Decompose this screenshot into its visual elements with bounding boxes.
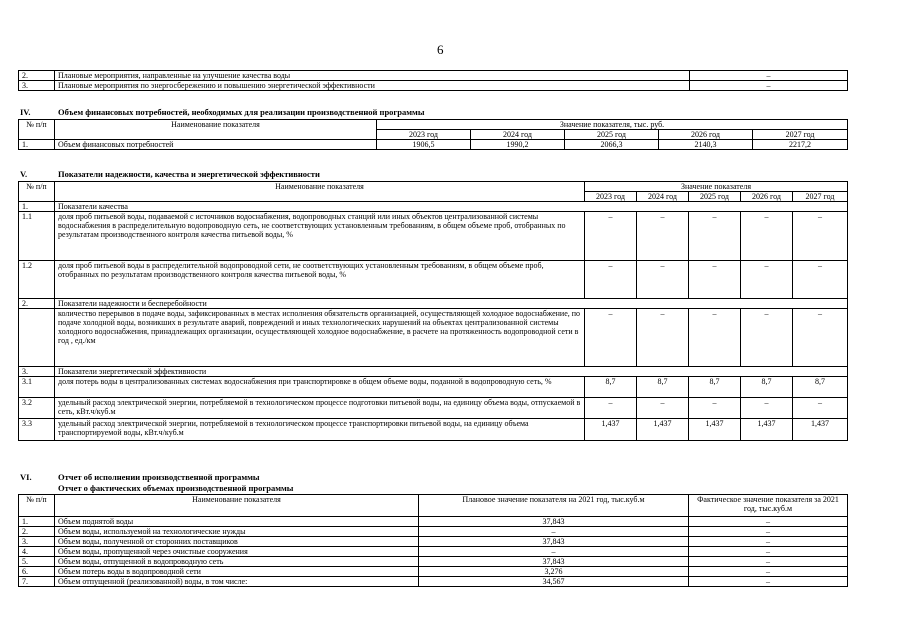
- table-row: [19, 367, 848, 377]
- cell-value: 8,7: [585, 377, 637, 398]
- table-row: [19, 527, 848, 537]
- section-number: IV.: [20, 107, 31, 117]
- year-header: 2023 год: [585, 192, 637, 202]
- row-num: 7.: [19, 577, 55, 587]
- cell-value: 2217,2: [753, 140, 848, 150]
- cell-value: 1990,2: [471, 140, 565, 150]
- year-header: 2024 год: [637, 192, 689, 202]
- header-value: Значение показателя: [585, 182, 848, 192]
- cell-value: –: [637, 212, 689, 261]
- row-name: Объем воды, пропущенной через очистные сооружения: [55, 547, 419, 557]
- cell-fact: –: [689, 567, 848, 577]
- cell-value: 8,7: [793, 377, 848, 398]
- row-num: [19, 309, 55, 367]
- row-num: 1.: [19, 517, 55, 527]
- cell-fact: –: [689, 577, 848, 587]
- cell-value: 8,7: [637, 377, 689, 398]
- header-value: Значение показателя, тыс. руб.: [377, 120, 848, 130]
- row-num: 3.: [19, 81, 55, 91]
- cell-value: –: [689, 212, 741, 261]
- year-header: 2023 год: [377, 130, 471, 140]
- cell-plan: –: [419, 547, 689, 557]
- cell-value: –: [637, 398, 689, 419]
- section-5-heading: [20, 169, 320, 179]
- row-num: 3.: [19, 537, 55, 547]
- cell-fact: –: [689, 537, 848, 547]
- cell-value: 8,7: [741, 377, 793, 398]
- table-row: [19, 419, 848, 441]
- cell-value: –: [637, 309, 689, 367]
- section-6-subtitle: Отчет о фактических объемах производственной программы: [58, 483, 294, 493]
- cell-value: –: [637, 261, 689, 299]
- header-fact: Фактическое значение показателя за 2021 год, тыс.куб.м: [689, 495, 848, 517]
- section-6-heading: [20, 472, 260, 482]
- row-name: Объем воды, используемой на технологические нужды: [55, 527, 419, 537]
- page-number: 6: [437, 42, 444, 57]
- row-name: Объем финансовых потребностей: [55, 140, 377, 150]
- cell-fact: –: [689, 517, 848, 527]
- cell-value: 1,437: [793, 419, 848, 441]
- table-row: [19, 557, 848, 567]
- row-name: Плановые мероприятия, направленные на улучшение качества воды: [55, 71, 690, 81]
- row-name: количество перерывов в подаче воды, зафиксированных в местах исполнения обязательств организацией, осуществляющей холодное водоснабжение, по подаче холодной воды, возникших в результате аварий, повреждений и иных технологических нарушений на объектах централизованной системы холодного водоснабжения, принадлежащих организации, осуществляющей холодное водоснабжение, в расчете на протяженность водопроводной сети в год , ед./км: [55, 309, 585, 367]
- cell-fact: –: [689, 557, 848, 567]
- cell-plan: 37,843: [419, 557, 689, 567]
- header-num: № п/п: [19, 495, 55, 517]
- year-header: 2025 год: [689, 192, 741, 202]
- section-title: Отчет об исполнении производственной программы: [58, 472, 260, 482]
- row-group-title: Показатели надежности и бесперебойности: [55, 299, 848, 309]
- row-name: доля потерь воды в централизованных системах водоснабжения при транспортировке в общем объеме воды, поданной в водопроводную сеть, %: [55, 377, 585, 398]
- row-num: 6.: [19, 567, 55, 577]
- row-num: 1.: [19, 202, 55, 212]
- cell-value: 1,437: [741, 419, 793, 441]
- cell-value: –: [689, 309, 741, 367]
- table-row: [19, 140, 848, 150]
- cell-value: 1,437: [585, 419, 637, 441]
- cell-fact: –: [689, 527, 848, 537]
- table-row: [19, 309, 848, 367]
- cell-value: –: [741, 309, 793, 367]
- cell-value: –: [585, 309, 637, 367]
- row-num: 1.2: [19, 261, 55, 299]
- header-plan: Плановое значение показателя на 2021 год, тыс.куб.м: [419, 495, 689, 517]
- table-row: [19, 547, 848, 557]
- row-value: –: [690, 81, 848, 91]
- section-4-heading: [20, 107, 424, 117]
- table-row: [19, 577, 848, 587]
- cell-value: –: [741, 261, 793, 299]
- cell-value: 1,437: [637, 419, 689, 441]
- cell-value: –: [793, 398, 848, 419]
- year-header: 2024 год: [471, 130, 565, 140]
- indicators-table: [18, 181, 848, 441]
- header-num: № п/п: [19, 120, 55, 140]
- year-header: 2026 год: [741, 192, 793, 202]
- year-header: 2026 год: [659, 130, 753, 140]
- table-row: [19, 212, 848, 261]
- row-group-title: Показатели энергетической эффективности: [55, 367, 848, 377]
- cell-value: 1,437: [689, 419, 741, 441]
- cell-plan: 3,276: [419, 567, 689, 577]
- table-row: [19, 517, 848, 527]
- table-row: [19, 537, 848, 547]
- cell-plan: 34,567: [419, 577, 689, 587]
- row-num: 5.: [19, 557, 55, 567]
- table-row: [19, 81, 848, 91]
- cell-value: –: [793, 309, 848, 367]
- row-num: 2.: [19, 71, 55, 81]
- row-num: 1.1: [19, 212, 55, 261]
- row-group-title: Показатели качества: [55, 202, 848, 212]
- year-header: 2025 год: [565, 130, 659, 140]
- row-num: 4.: [19, 547, 55, 557]
- section-number: VI.: [20, 472, 32, 482]
- row-num: 3.3: [19, 419, 55, 441]
- cell-fact: –: [689, 547, 848, 557]
- header-num: № п/п: [19, 182, 55, 202]
- table-row: [19, 202, 848, 212]
- table-row: [19, 299, 848, 309]
- finance-table: [18, 119, 848, 150]
- section-title: Объем финансовых потребностей, необходимых для реализации производственной программы: [58, 107, 425, 117]
- row-name: Объем поднятой воды: [55, 517, 419, 527]
- row-name: Объем воды, полученной от сторонних поставщиков: [55, 537, 419, 547]
- cell-value: –: [793, 261, 848, 299]
- cell-plan: 37,843: [419, 517, 689, 527]
- cell-plan: 37,843: [419, 537, 689, 547]
- cell-value: –: [793, 212, 848, 261]
- row-value: –: [690, 71, 848, 81]
- row-name: доля проб питьевой воды в распределительной водопроводной сети, не соответствующих установленным требованиям, в общем объеме проб, отобранных по результатам производственного контроля качества питьевой воды, %: [55, 261, 585, 299]
- row-name: удельный расход электрической энергии, потребляемой в технологическом процессе транспортировки питьевой воды, на единицу объема транспортируемой воды, кВт.ч/куб.м: [55, 419, 585, 441]
- section-title: Показатели надежности, качества и энергетической эффективности: [58, 169, 320, 179]
- row-num: 2.: [19, 527, 55, 537]
- table-row: [19, 261, 848, 299]
- table-row: [19, 567, 848, 577]
- row-num: 2.: [19, 299, 55, 309]
- cell-value: 2140,3: [659, 140, 753, 150]
- cell-value: –: [689, 398, 741, 419]
- year-header: 2027 год: [753, 130, 848, 140]
- year-header: 2027 год: [793, 192, 848, 202]
- cell-value: 1906,5: [377, 140, 471, 150]
- row-num: 3.2: [19, 398, 55, 419]
- top-table: [18, 70, 848, 91]
- report-table: [18, 494, 848, 587]
- row-name: доля проб питьевой воды, подаваемой с источников водоснабжения, водопроводных станций или иных объектов централизованной системы водоснабжения в распределительную водопроводную сеть, не соответствующих установленным требованиям, в общем объеме проб, отобранных по результатам производственного контроля качества питьевой воды, %: [55, 212, 585, 261]
- row-name: Объем отпущенной (реализованной) воды, в том числе:: [55, 577, 419, 587]
- row-num: 3.: [19, 367, 55, 377]
- row-name: удельный расход электрической энергии, потребляемой в технологическом процессе подготовки питьевой воды, на единицу объема воды, отпускаемой в сеть, кВт.ч/куб.м: [55, 398, 585, 419]
- cell-value: –: [585, 398, 637, 419]
- table-row: [19, 71, 848, 81]
- cell-value: 8,7: [689, 377, 741, 398]
- row-num: 1.: [19, 140, 55, 150]
- row-name: Объем потерь воды в водопроводной сети: [55, 567, 419, 577]
- table-row: [19, 377, 848, 398]
- cell-value: –: [585, 261, 637, 299]
- cell-value: –: [585, 212, 637, 261]
- row-name: Плановые мероприятия по энергосбережению и повышению энергетической эффективности: [55, 81, 690, 91]
- cell-value: –: [741, 212, 793, 261]
- header-name: Наименование показателя: [55, 495, 419, 517]
- cell-value: –: [741, 398, 793, 419]
- row-name: Объем воды, отпущенной в водопроводную сеть: [55, 557, 419, 567]
- header-name: Наименование показателя: [55, 182, 585, 202]
- header-name: Наименование показателя: [55, 120, 377, 140]
- table-row: [19, 398, 848, 419]
- row-num: 3.1: [19, 377, 55, 398]
- section-number: V.: [20, 169, 28, 179]
- cell-plan: –: [419, 527, 689, 537]
- cell-value: –: [689, 261, 741, 299]
- cell-value: 2066,3: [565, 140, 659, 150]
